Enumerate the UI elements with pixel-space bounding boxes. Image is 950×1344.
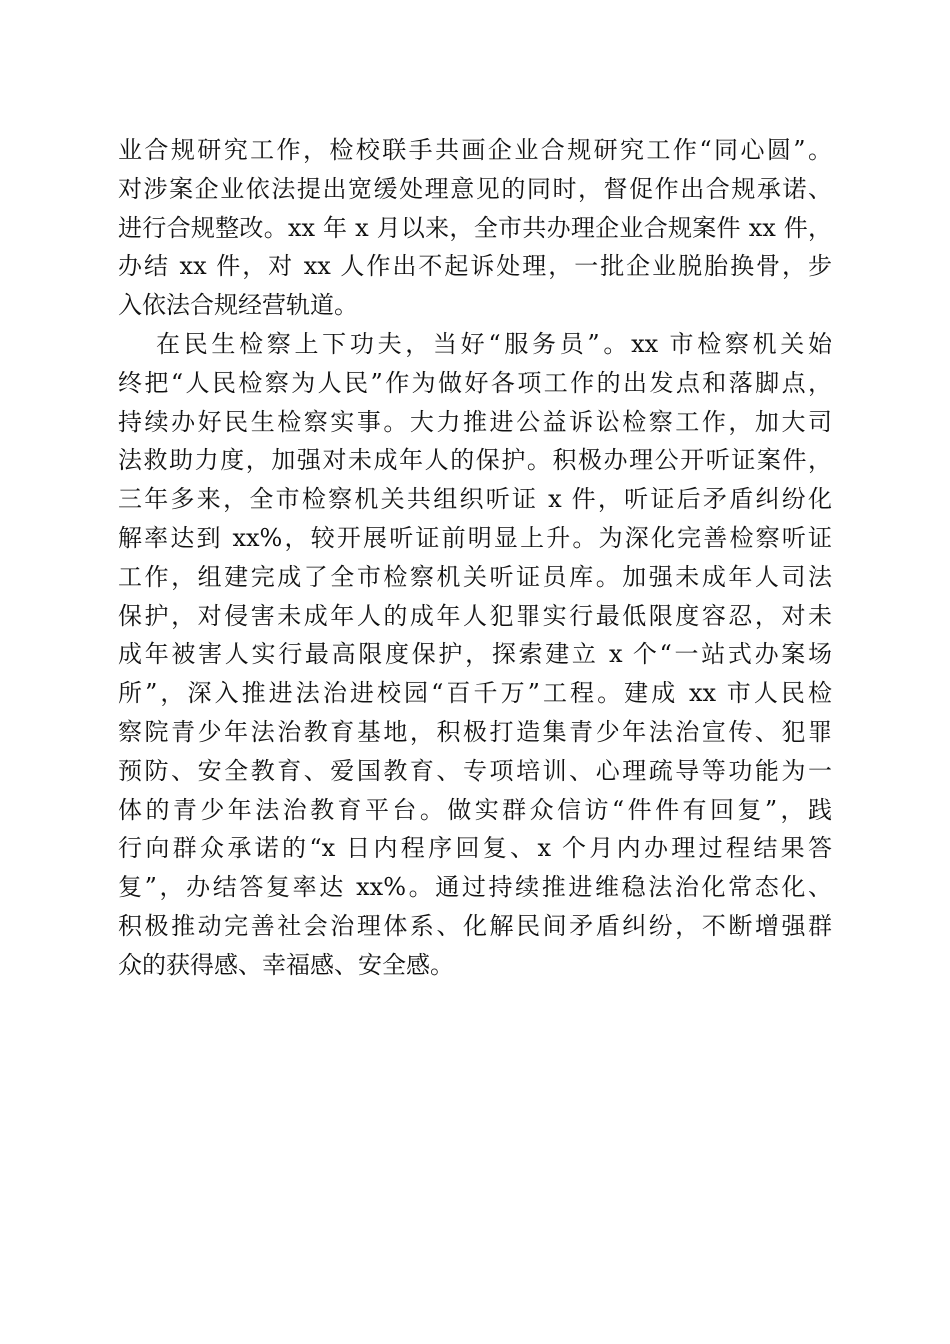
text-line: 法救助力度，加强对未成年人的保护。积极办理公开听证案件， — [118, 446, 832, 475]
text-line: 成年被害人实行最高限度保护，探索建立 x 个“一站式办案场 — [118, 640, 832, 669]
text-line: 察院青少年法治教育基地，积极打造集青少年法治宣传、犯罪 — [118, 717, 832, 746]
text-line: 工作，组建完成了全市检察机关听证员库。加强未成年人司法 — [118, 562, 832, 591]
text-line: 复”，办结答复率达 xx%。通过持续推进维稳法治化常态化、 — [118, 873, 832, 902]
text-line: 入依法合规经营轨道。 — [118, 291, 358, 320]
text-line: 持续办好民生检察实事。大力推进公益诉讼检察工作，加大司 — [118, 407, 832, 436]
text-line: 在民生检察上下功夫，当好“服务员”。xx 市检察机关始 — [156, 329, 832, 358]
paragraph-livelihood-procuratorate — [118, 325, 832, 985]
text-line: 进行合规整改。xx 年 x 月以来，全市共办理企业合规案件 xx 件， — [118, 213, 832, 242]
text-line: 体的青少年法治教育平台。做实群众信访“件件有回复”，践 — [118, 795, 832, 824]
text-line: 预防、安全教育、爱国教育、专项培训、心理疏导等功能为一 — [118, 756, 832, 785]
text-line: 三年多来，全市检察机关共组织听证 x 件，听证后矛盾纠纷化 — [118, 485, 832, 514]
text-line: 对涉案企业依法提出宽缓处理意见的同时，督促作出合规承诺、 — [118, 174, 832, 203]
paragraph-compliance — [118, 131, 832, 325]
text-line: 解率达到 xx%，较开展听证前明显上升。为深化完善检察听证 — [118, 523, 832, 552]
text-line: 业合规研究工作，检校联手共画企业合规研究工作“同心圆”。 — [118, 136, 832, 164]
text-line: 积极推动完善社会治理体系、化解民间矛盾纠纷，不断增强群 — [118, 911, 832, 940]
text-line: 办结 xx 件，对 xx 人作出不起诉处理，一批企业脱胎换骨，步 — [118, 252, 832, 281]
text-line: 保护，对侵害未成年人的成年人犯罪实行最低限度容忍，对未 — [118, 601, 832, 630]
body-text — [118, 131, 832, 985]
text-line: 所”，深入推进法治进校园“百千万”工程。建成 xx 市人民检 — [118, 679, 832, 708]
text-line: 行向群众承诺的“x 日内程序回复、x 个月内办理过程结果答 — [118, 834, 832, 863]
text-line: 众的获得感、幸福感、安全感。 — [118, 950, 454, 979]
text-line: 终把“人民检察为人民”作为做好各项工作的出发点和落脚点， — [118, 368, 832, 397]
